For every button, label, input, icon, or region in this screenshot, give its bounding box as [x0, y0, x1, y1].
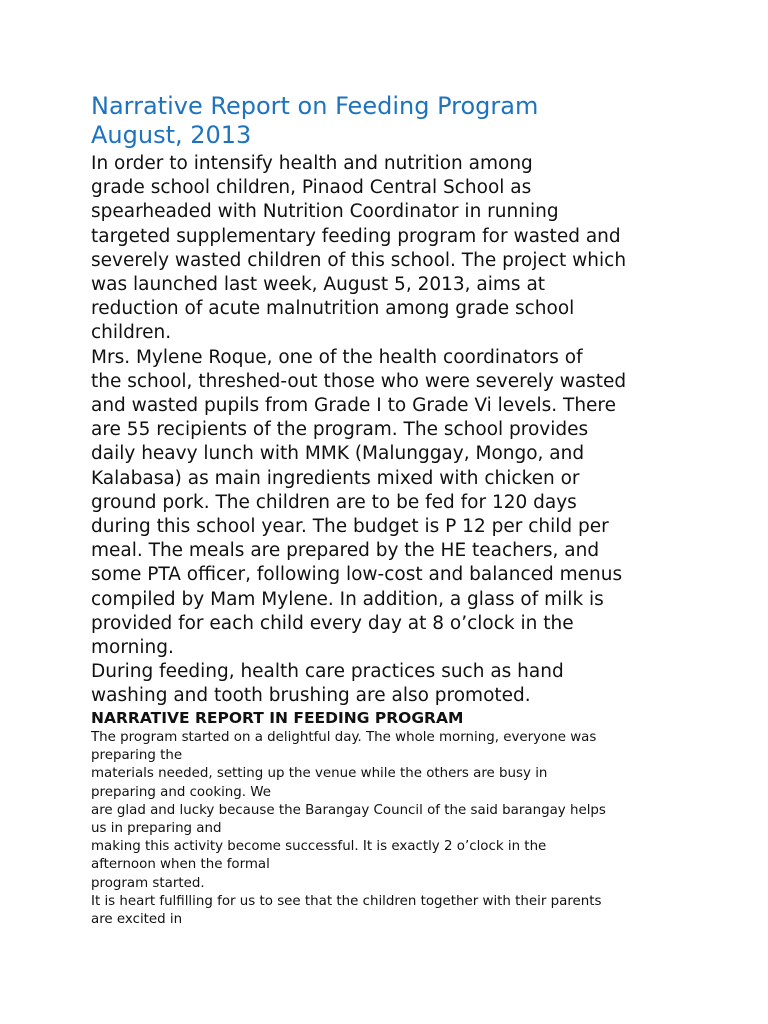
section-line: are excited in — [91, 912, 183, 928]
body-line: In order to intensify health and nutrition among — [91, 153, 533, 174]
section-line: are glad and lucky because the Barangay Council of the said barangay helps — [91, 802, 606, 818]
body-line: was launched last week, August 5, 2013, aims at — [91, 274, 546, 296]
body-line: children. — [91, 322, 172, 344]
title-line: Narrative Report on Feeding Program — [91, 92, 539, 120]
section-line: making this activity become successful. It is exactly 2 o’clock in the — [91, 839, 547, 855]
body-line: during this school year. The budget is P 12 per child per — [91, 516, 609, 538]
body-line: washing and tooth brushing are also promoted. — [91, 685, 531, 707]
section-heading: NARRATIVE REPORT IN FEEDING PROGRAM — [91, 709, 464, 727]
body-line: meal. The meals are prepared by the HE teachers, and — [91, 540, 600, 562]
body-line: some PTA officer, following low-cost and balanced menus — [91, 564, 623, 586]
section-line: program started. — [91, 875, 205, 891]
report-body — [91, 152, 741, 709]
body-line: and wasted pupils from Grade I to Grade Vi levels. There — [91, 395, 617, 417]
section-line: The program started on a delightful day. The whole morning, everyone was — [91, 730, 597, 745]
section-line: afternoon when the formal — [91, 857, 270, 873]
body-line: Kalabasa) as main ingredients mixed with chicken or — [91, 467, 580, 489]
body-line: compiled by Mam Mylene. In addition, a glass of milk is — [91, 588, 604, 610]
body-line: are 55 recipients of the program. The school provides — [91, 419, 589, 441]
body-line: grade school children, Pinaod Central School as — [91, 177, 532, 199]
section-line: preparing and cooking. We — [91, 784, 271, 800]
section-line: It is heart fulfilling for us to see that the children together with their parents — [91, 893, 602, 909]
body-line: provided for each child every day at 8 o’clock in the — [91, 612, 574, 634]
body-line: morning. — [91, 637, 174, 659]
body-line: ground pork. The children are to be fed for 120 days — [91, 491, 577, 513]
section-body — [91, 729, 741, 929]
body-line: targeted supplementary feeding program for wasted and — [91, 225, 621, 247]
body-line: the school, threshed-out those who were severely wasted — [91, 370, 627, 392]
section-line: us in preparing and — [91, 821, 222, 837]
body-line: reduction of acute malnutrition among grade school — [91, 298, 575, 320]
document-title — [91, 92, 711, 150]
body-line: severely wasted children of this school. The project which — [91, 249, 627, 271]
section-line: materials needed, setting up the venue while the others are busy in — [91, 766, 548, 782]
section-line: preparing the — [91, 748, 183, 764]
body-line: Mrs. Mylene Roque, one of the health coordinators of — [91, 346, 583, 368]
body-line: daily heavy lunch with MMK (Malunggay, Mongo, and — [91, 443, 585, 465]
title-line: August, 2013 — [91, 121, 252, 149]
body-line: During feeding, health care practices such as hand — [91, 661, 564, 683]
body-line: spearheaded with Nutrition Coordinator in running — [91, 201, 559, 223]
